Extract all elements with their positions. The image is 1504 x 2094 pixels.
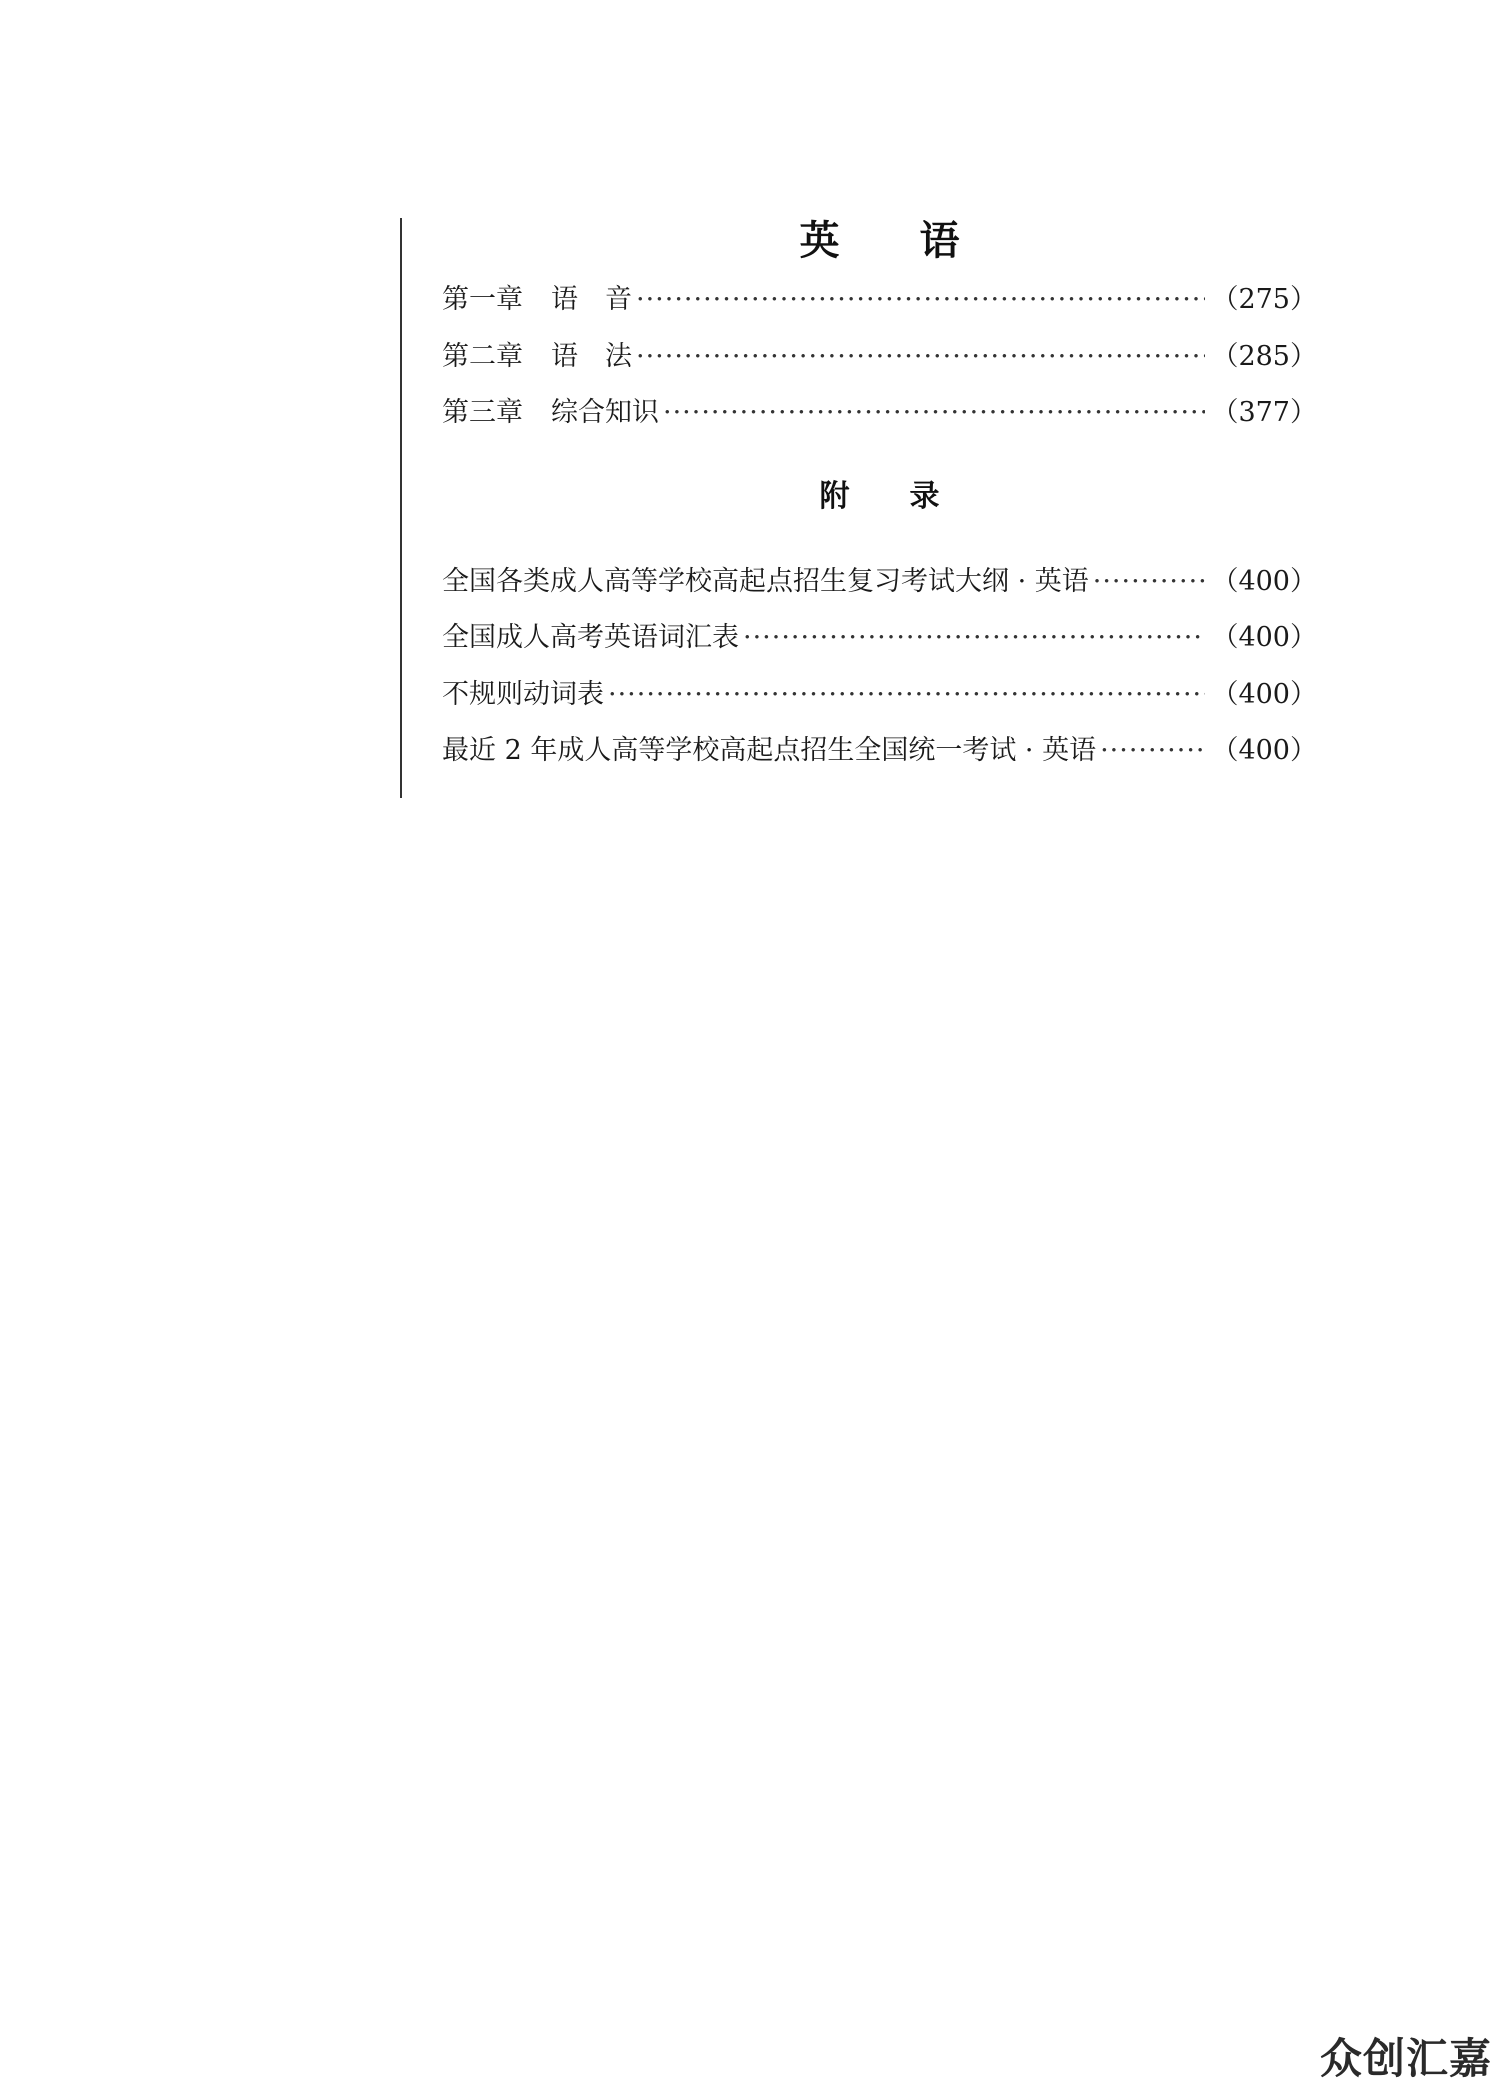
table-of-contents bbox=[442, 210, 1317, 780]
chapter-number: 第一章 bbox=[442, 284, 523, 315]
appendix-entries bbox=[442, 554, 1317, 780]
page-number: （285） bbox=[1211, 340, 1317, 372]
dot-leader bbox=[743, 610, 1205, 667]
dot-leader bbox=[636, 329, 1205, 386]
toc-entry-chapter-2[interactable] bbox=[442, 329, 1317, 386]
dot-leader bbox=[608, 667, 1205, 724]
page-number: （400） bbox=[1211, 565, 1317, 597]
dot-leader bbox=[1093, 554, 1206, 611]
vertical-rule bbox=[400, 218, 402, 798]
section-title-english: 英 语 bbox=[799, 218, 960, 264]
toc-entry-chapter-1[interactable] bbox=[442, 272, 1317, 329]
chapter-number: 第二章 bbox=[442, 340, 523, 372]
section-spacer bbox=[442, 442, 1317, 472]
entry-name: 全国成人高考英语词汇表 bbox=[442, 622, 739, 653]
dot-leader bbox=[663, 385, 1205, 442]
toc-entry-chapter-3[interactable] bbox=[442, 385, 1317, 442]
entry-name: 全国各类成人高等学校高起点招生复习考试大纲 · 英语 bbox=[442, 565, 1089, 597]
entry-name: 最近 2 年成人高等学校高起点招生全国统一考试 · 英语 bbox=[442, 735, 1097, 766]
toc-entry-appendix-2[interactable] bbox=[442, 610, 1317, 667]
chapter-name: 语 法 bbox=[551, 340, 632, 372]
page-number: （400） bbox=[1211, 622, 1317, 653]
section-title-appendix: 附 录 bbox=[819, 478, 940, 514]
chapter-name: 语 音 bbox=[551, 284, 632, 315]
chapter-number: 第三章 bbox=[442, 397, 523, 428]
english-entries bbox=[442, 272, 1317, 442]
page-number: （400） bbox=[1211, 735, 1317, 766]
toc-entry-appendix-3[interactable] bbox=[442, 667, 1317, 724]
toc-entry-appendix-1[interactable] bbox=[442, 554, 1317, 611]
watermark-logo: 众创汇嘉 bbox=[1319, 2034, 1492, 2083]
dot-leader bbox=[1100, 723, 1205, 780]
toc-entry-appendix-4[interactable] bbox=[442, 723, 1317, 780]
chapter-name: 综合知识 bbox=[551, 397, 659, 428]
section-spacer bbox=[442, 522, 1317, 554]
entry-name: 不规则动词表 bbox=[442, 678, 604, 710]
page-number: （275） bbox=[1211, 284, 1317, 315]
dot-leader bbox=[636, 272, 1205, 329]
page-number: （377） bbox=[1211, 397, 1317, 428]
page-number: （400） bbox=[1211, 678, 1317, 710]
